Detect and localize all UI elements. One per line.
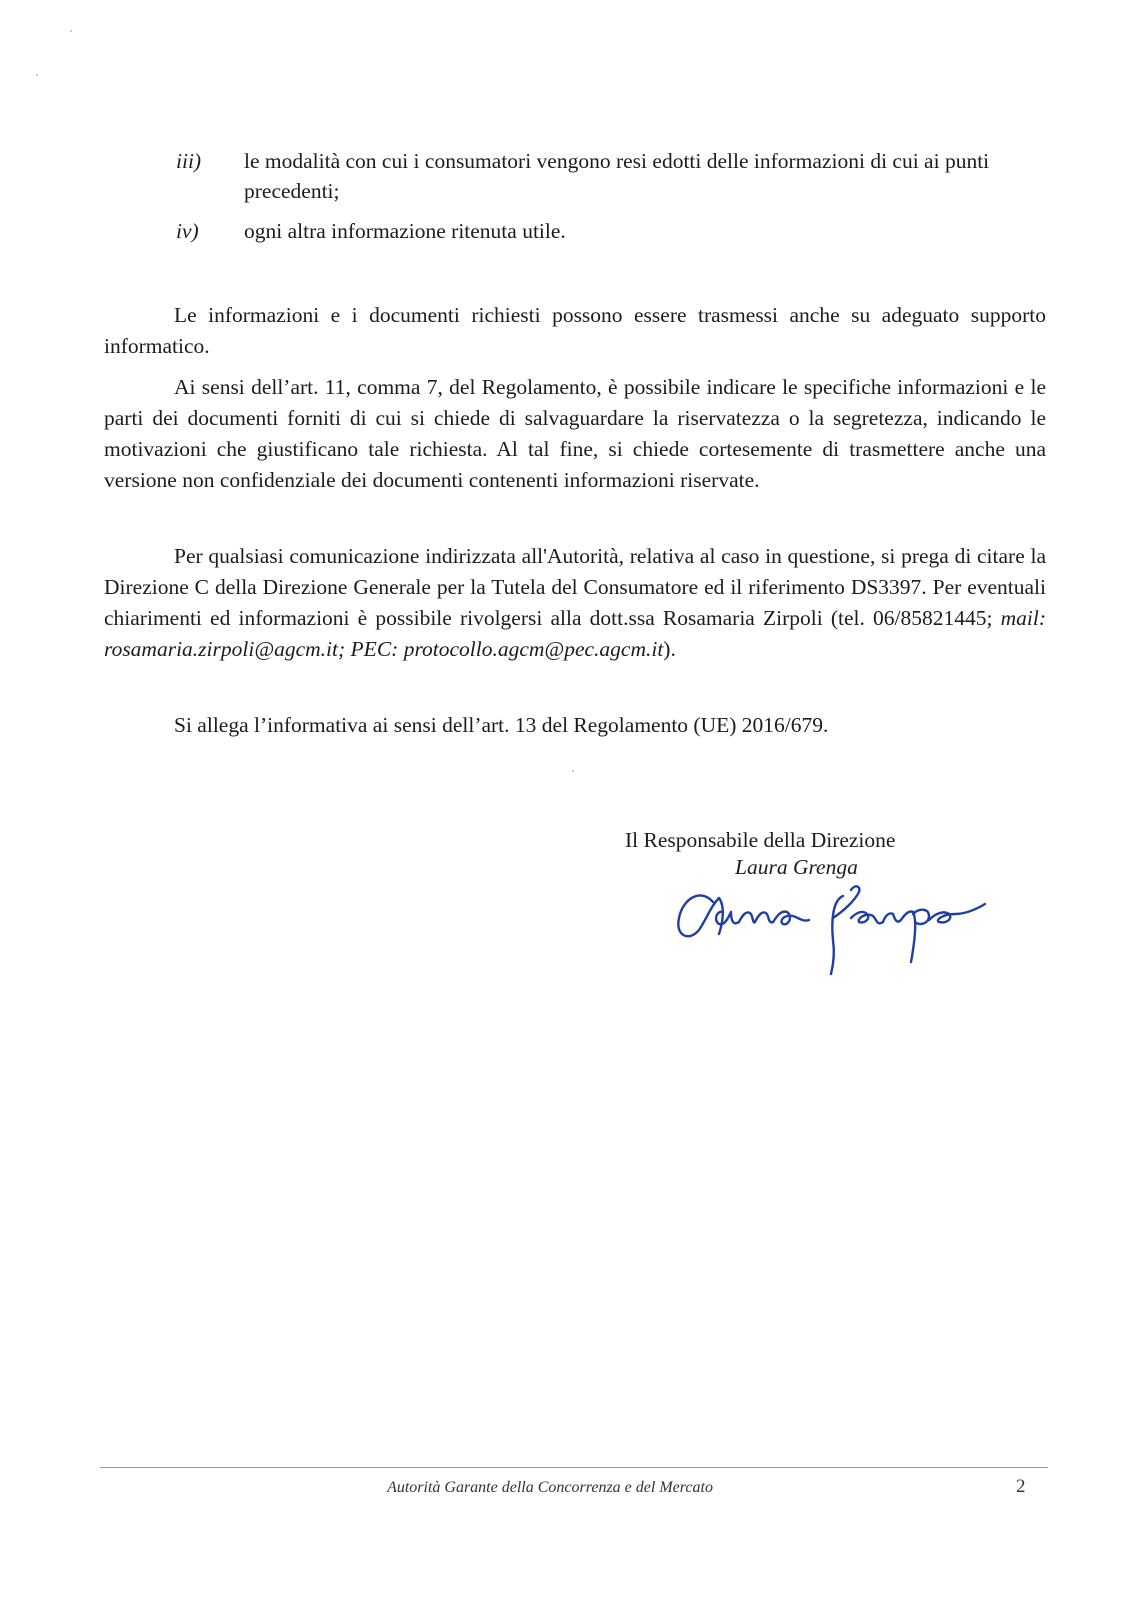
mail-label: mail: bbox=[1000, 606, 1046, 630]
footer-organization: Autorità Garante della Concorrenza e del Mercato bbox=[387, 1479, 713, 1496]
page-number: 2 bbox=[1016, 1476, 1026, 1497]
paragraph-riservatezza: Ai sensi dell’art. 11, comma 7, del Regolamento, è possibile indicare le specifiche informazioni e le parti dei documenti forniti di cui si chiede di salvaguardare la riservatezza o la segretezza, indicando le motivazioni che giustificano tale richiesta. Al tal fine, si chiede cortesemente di trasmettere anche una versione non confidenziale dei documenti contenenti informazioni riservate. bbox=[104, 375, 1046, 492]
pec-link[interactable]: PEC: protocollo.agcm@pec.agcm.it bbox=[350, 637, 664, 661]
scan-speck bbox=[36, 74, 38, 76]
list-item-number: iv) bbox=[176, 219, 199, 243]
list-item-text: le modalità con cui i consumatori vengono resi edotti delle informazioni di cui ai punti precedenti; bbox=[244, 149, 990, 203]
list-item bbox=[176, 216, 1046, 246]
contact-closing: ). bbox=[663, 637, 676, 661]
contact-text: Per qualsiasi comunicazione indirizzata all'Autorità, relativa al caso in questione, si prega di citare la Direzione C della Direzione Generale per la Tutela del Consumatore ed il riferimento DS3397. Per eventuali chiarimenti ed informazioni è possibile rivolgersi alla dott.ssa Rosamaria Zirpoli (tel. 06/85821445; bbox=[104, 544, 1046, 630]
paragraph-contatti bbox=[104, 541, 1046, 665]
scan-speck bbox=[572, 770, 574, 772]
list-item-number: iii) bbox=[176, 149, 202, 173]
footer-rule bbox=[100, 1467, 1048, 1468]
signatory-name: Laura Grenga bbox=[735, 855, 858, 879]
list-item-text: ogni altra informazione ritenuta utile. bbox=[244, 219, 566, 243]
signatory-title: Il Responsabile della Direzione bbox=[625, 828, 896, 852]
handwritten-signature bbox=[673, 870, 993, 980]
paragraph-informativa: Si allega l’informativa ai sensi dell’art. 13 del Regolamento (UE) 2016/679. bbox=[174, 713, 829, 737]
scan-speck bbox=[70, 30, 72, 32]
list-item bbox=[176, 146, 1046, 206]
paragraph-supporto: Le informazioni e i documenti richiesti possono essere trasmessi anche su adeguato supporto informatico. bbox=[104, 303, 1046, 358]
email-link[interactable]: rosamaria.zirpoli@agcm.it; bbox=[104, 637, 346, 661]
